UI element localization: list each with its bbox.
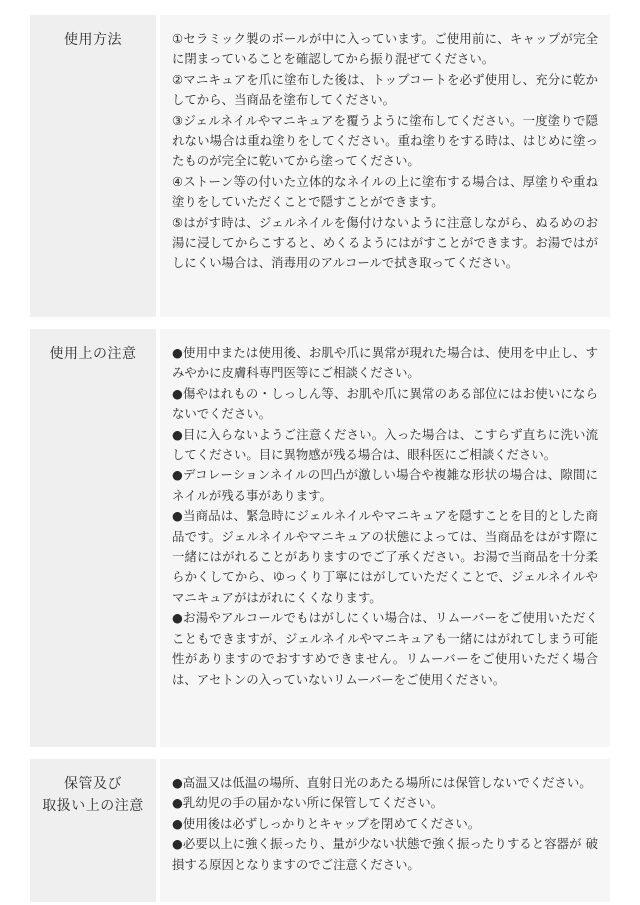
- section-label-line: 使用方法: [64, 32, 122, 48]
- section-label-line: 保管及び: [64, 776, 122, 792]
- paragraph: ●お湯やアルコールでもはがしにくい場合は、リムーバーをご使用いただくこともできますが、ジェルネイルやマニキュアも一緒にはがれてしまう可能性がありますのでおすすめできません。リムーバーをご使用いただく場合は、アセトンの入っていないリムーバーをご使用ください。: [172, 610, 598, 687]
- section-usage: [30, 15, 610, 317]
- paragraph: ●デコレーションネイルの凹凸が激しい場合や複雑な形状の場合は、隙間にネイルが残る事があります。: [172, 467, 598, 503]
- section-storage-handling: [30, 759, 610, 902]
- section-content: [160, 15, 610, 317]
- paragraph: ●乳幼児の手の届かない所に保管してください。: [172, 795, 444, 811]
- section-label: [30, 15, 156, 317]
- section-label-line: 取扱い上の注意: [42, 798, 144, 814]
- paragraph: ●傷やはれもの・しっしん等、お肌や爪に異常のある部位にはお使いにならないでください。: [172, 385, 598, 422]
- paragraph: ④ストーン等の付いた立体的なネイルの上に塗布する場合は、厚塗りや重ね塗りをしていただくことで隠すことができます。: [172, 173, 598, 210]
- paragraph: ●使用中または使用後、お肌や爪に異常が現れた場合は、使用を中止し、すみやかに皮膚科専門医等にご相談ください。: [172, 345, 598, 381]
- section-label: [30, 329, 156, 747]
- section-content: [160, 329, 610, 747]
- paragraph: ●目に入らないようご注意ください。入った場合は、こすらず直ちに洗い流してください。目に異物感が残る場合は、眼科医にご相談ください。: [172, 426, 598, 463]
- section-precautions: [30, 329, 610, 747]
- paragraph: ③ジェルネイルやマニキュアを覆うように塗布してください。一度塗りで隠れない場合は重ね塗りをしてください。重ね塗りをする時は、はじめに塗ったものが完全に乾いてから塗ってください。: [172, 112, 598, 169]
- section-content: [160, 759, 610, 902]
- paragraph: ①セラミック製のボールが中に入っています。ご使用前に、キャップが完全に閉まっていることを確認してから振り混ぜてください。: [172, 31, 598, 67]
- section-label: [30, 759, 156, 902]
- product-info-table: [30, 15, 610, 902]
- paragraph: ●使用後は必ずしっかりとキャップを閉めてください。: [172, 815, 481, 831]
- paragraph: ●当商品は、緊急時にジェルネイルやマニキュアを隠すことを目的とした商品です。ジェルネイルやマニキュアの状態によっては、当商品をはがす際に一緒にはがれることがありますのでご了承ください。お湯で当商品を十分柔らかくしてから、ゆっくり丁寧にはがしていただくことで、ジェルネイルやマニキュアがはがれにくくなります。: [172, 508, 598, 605]
- paragraph: ⑤はがす時は、ジェルネイルを傷付けないように注意しながら、ぬるめのお湯に浸してからこすると、めくるようにはがすことができます。お湯ではがしにくい場合は、消毒用のアルコールで拭き取ってください。: [172, 214, 598, 271]
- section-label-line: 使用上の注意: [49, 346, 137, 362]
- paragraph: ②マニキュアを爪に塗布した後は、トップコートを必ず使用し、充分に乾かしてから、当商品を塗布してください。: [172, 71, 598, 108]
- paragraph: ●必要以上に強く振ったり、量が少ない状態で強く振ったりすると容器が 破損する原因となりますのでご注意ください。: [172, 836, 598, 872]
- paragraph: ●高温又は低温の場所、直射日光のあたる場所には保管しないでください。: [172, 775, 592, 790]
